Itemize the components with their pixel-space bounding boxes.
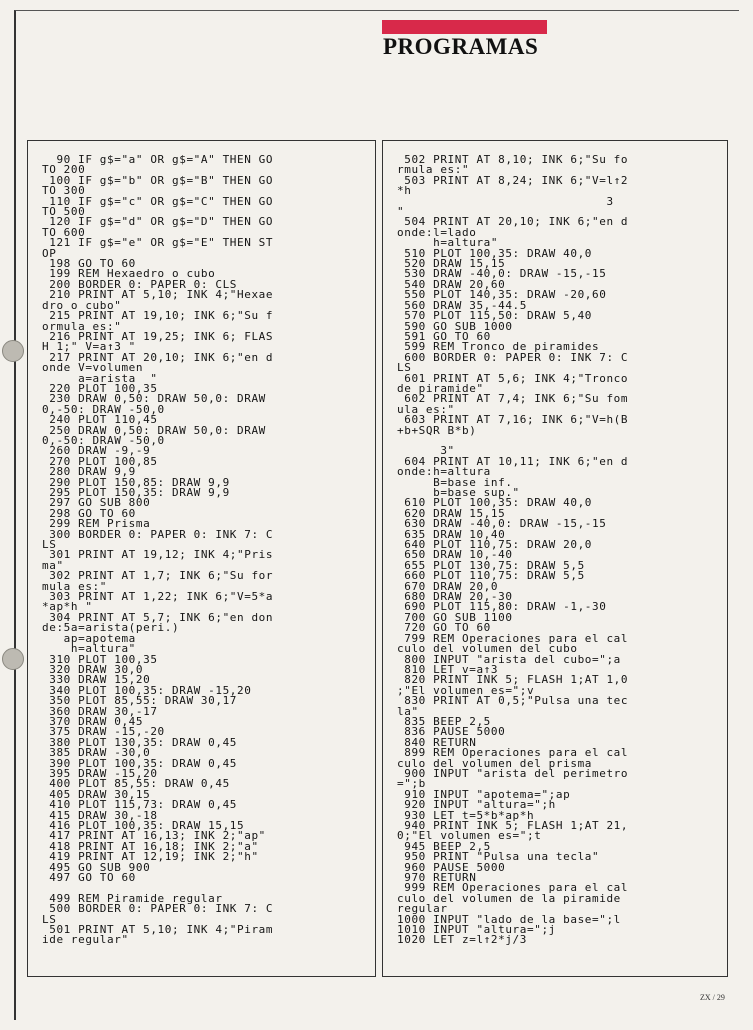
program-listing-right bbox=[382, 140, 728, 977]
code-line: 297 GO SUB 800 bbox=[42, 496, 151, 510]
code-line: onde:l=lado bbox=[397, 225, 477, 239]
code-line: ma" bbox=[42, 558, 64, 572]
code-line: h=altura" bbox=[397, 236, 499, 250]
code-line: 270 PLOT 100,85 bbox=[42, 454, 158, 468]
code-line: 899 REM Operaciones para el cal bbox=[397, 746, 629, 760]
code-line: 0,-50: DRAW -50,0 bbox=[42, 402, 165, 416]
code-line: " bbox=[397, 205, 405, 219]
code-line: 0;"El volumen es=";t bbox=[397, 829, 542, 843]
code-line: ula es:" bbox=[397, 402, 455, 416]
code-line: 970 RETURN bbox=[397, 871, 477, 885]
code-line: 416 PLOT 100,35: DRAW 15,15 bbox=[42, 819, 245, 832]
code-line: 960 PAUSE 5000 bbox=[397, 860, 506, 874]
code-line: 302 PRINT AT 1,7; INK 6;"Su for bbox=[42, 569, 274, 583]
section-title: PROGRAMAS bbox=[383, 34, 539, 59]
code-line: 260 DRAW -9,-9 bbox=[42, 444, 151, 458]
code-line: TO 300 bbox=[42, 184, 86, 198]
code-line: 300 BORDER 0: PAPER 0: INK 7: C bbox=[42, 527, 274, 541]
code-line: 930 LET t=5*b*ap*h bbox=[397, 808, 535, 822]
code-line: TO 600 bbox=[42, 225, 86, 239]
code-line: de piramide" bbox=[397, 381, 484, 395]
code-line: 835 BEEP 2,5 bbox=[397, 714, 491, 728]
code-line: 600 BORDER 0: PAPER 0: INK 7: C bbox=[397, 350, 629, 364]
code-line: ;"El volumen es=";v bbox=[397, 683, 535, 697]
code-line: 350 PLOT 85,55: DRAW 30,17 bbox=[42, 694, 238, 708]
code-line: 1000 INPUT "lado de la base=";l bbox=[397, 912, 621, 926]
code-line: 1010 INPUT "altura=";j bbox=[397, 923, 556, 937]
code-line: 215 PRINT AT 19,10; INK 6;"Su f bbox=[42, 309, 274, 323]
section-color-bar bbox=[382, 20, 547, 34]
code-line: 310 PLOT 100,35 bbox=[42, 652, 158, 666]
code-line: 320 DRAW 30,0 bbox=[42, 662, 144, 676]
code-line: TO 500 bbox=[42, 205, 86, 219]
code-line: 635 DRAW 10,40 bbox=[397, 527, 506, 541]
code-line: 500 BORDER 0: PAPER 0: INK 7: C bbox=[42, 902, 274, 916]
code-line: 301 PRINT AT 19,12; INK 4;"Pris bbox=[42, 548, 274, 562]
code-line: H 1;" V=a↑3 " bbox=[42, 340, 136, 354]
code-line: 601 PRINT AT 5,6; INK 4;"Tronco bbox=[397, 371, 629, 385]
code-line: 290 PLOT 150,85: DRAW 9,9 bbox=[42, 475, 230, 489]
code-line: LS bbox=[42, 538, 57, 552]
code-line: 1020 LET z=l↑2*j/3 bbox=[397, 933, 528, 947]
code-line: 830 PRINT AT 0,5;"Pulsa una tec bbox=[397, 694, 629, 708]
code-line: *ap*h " bbox=[42, 600, 93, 614]
code-line: 90 IF g$="a" OR g$="A" THEN GO bbox=[42, 153, 274, 166]
code-line: 502 PRINT AT 8,10; INK 6;"Su fo bbox=[397, 153, 629, 166]
code-line: 340 PLOT 100,35: DRAW -15,20 bbox=[42, 683, 252, 697]
code-line: mula es:" bbox=[42, 579, 108, 593]
code-line: 280 DRAW 9,9 bbox=[42, 465, 136, 479]
code-line: LS bbox=[397, 361, 412, 375]
code-line: 650 DRAW 10,-40 bbox=[397, 548, 513, 562]
code-line: 520 DRAW 15,15 bbox=[397, 257, 506, 271]
code-line: ide regular" bbox=[42, 933, 129, 947]
code-line: 603 PRINT AT 7,16; INK 6;"V=h(B bbox=[397, 413, 629, 427]
code-line: 540 DRAW 20,60 bbox=[397, 277, 506, 291]
code-line: OP bbox=[42, 246, 57, 260]
code-line: 220 PLOT 100,35 bbox=[42, 381, 158, 395]
code-line: 380 PLOT 130,35: DRAW 0,45 bbox=[42, 735, 238, 749]
code-line: 295 PLOT 150,35: DRAW 9,9 bbox=[42, 486, 230, 499]
code-line: 250 DRAW 0,50: DRAW 50,0: DRAW bbox=[42, 423, 266, 437]
code-line: 640 PLOT 110,75: DRAW 20,0 bbox=[397, 538, 593, 552]
code-line: rmula es:" bbox=[397, 163, 470, 177]
code-line: 200 BORDER 0: PAPER 0: CLS bbox=[42, 277, 238, 291]
code-line: 199 REM Hexaedro o cubo bbox=[42, 267, 216, 281]
code-line: 395 DRAW -15,20 bbox=[42, 766, 158, 780]
code-line: 720 GO TO 60 bbox=[397, 621, 491, 635]
code-line: 120 IF g$="d" OR g$="D" THEN GO bbox=[42, 215, 274, 229]
code-line: 503 PRINT AT 8,24; INK 6;"V=l↑2 bbox=[397, 173, 629, 187]
code-line: 217 PRINT AT 20,10; INK 6;"en d bbox=[42, 350, 274, 364]
code-line: 910 INPUT "apotema=";ap bbox=[397, 787, 571, 801]
code-line: 570 PLOT 115,50: DRAW 5,40 bbox=[397, 309, 593, 323]
code-line: 390 PLOT 100,35: DRAW 0,45 bbox=[42, 756, 238, 770]
code-line: 680 DRAW 20,-30 bbox=[397, 590, 513, 604]
code-line: 900 INPUT "arista del perimetro bbox=[397, 766, 629, 780]
code-line: 599 REM Tronco de piramides bbox=[397, 340, 600, 354]
code-line: =";b bbox=[397, 777, 426, 791]
code-line: 820 PRINT INK 5; FLASH 1;AT 1,0 bbox=[397, 673, 629, 687]
code-line: 370 DRAW 0,45 bbox=[42, 714, 144, 728]
code-line: 410 PLOT 115,73: DRAW 0,45 bbox=[42, 798, 238, 812]
code-line: 419 PRINT AT 12,19; INK 2;"h" bbox=[42, 850, 259, 864]
code-line: culo del volumen del cubo bbox=[397, 642, 578, 656]
code-line: 495 GO SUB 900 bbox=[42, 860, 151, 874]
code-line: 950 PRINT "Pulsa una tecla" bbox=[397, 850, 600, 864]
code-line: 604 PRINT AT 10,11; INK 6;"en d bbox=[397, 454, 629, 468]
code-line: 620 DRAW 15,15 bbox=[397, 506, 506, 520]
page-number: ZX / 29 bbox=[700, 993, 725, 1002]
listing-lines-right bbox=[397, 155, 717, 946]
code-line: ap=apotema bbox=[42, 631, 136, 645]
code-line: 0,-50: DRAW -50,0 bbox=[42, 433, 165, 447]
code-line: 550 PLOT 140,35: DRAW -20,60 bbox=[397, 288, 607, 302]
code-line: 591 GO TO 60 bbox=[397, 329, 491, 343]
code-line: 510 PLOT 100,35: DRAW 40,0 bbox=[397, 246, 593, 260]
code-line: 121 IF g$="e" OR g$="E" THEN ST bbox=[42, 236, 274, 250]
code-line: 836 PAUSE 5000 bbox=[397, 725, 506, 739]
code-line: 3" bbox=[397, 444, 455, 458]
code-line: de:5a=arista(peri.) bbox=[42, 621, 180, 635]
code-line: 945 BEEP 2,5 bbox=[397, 839, 491, 853]
code-line: 216 PRINT AT 19,25; INK 6; FLAS bbox=[42, 329, 274, 343]
code-line: 530 DRAW -40,0: DRAW -15,-15 bbox=[397, 267, 607, 281]
listing-lines-left bbox=[42, 155, 365, 946]
code-line: 385 DRAW -30,0 bbox=[42, 746, 151, 760]
code-line: 330 DRAW 15,20 bbox=[42, 673, 151, 687]
code-line: 415 DRAW 30,-18 bbox=[42, 808, 158, 822]
code-line: 100 IF g$="b" OR g$="B" THEN GO bbox=[42, 173, 274, 187]
code-line: 999 REM Operaciones para el cal bbox=[397, 881, 629, 895]
code-line: 610 PLOT 100,35: DRAW 40,0 bbox=[397, 496, 593, 510]
code-line: 630 DRAW -40,0: DRAW -15,-15 bbox=[397, 517, 607, 531]
code-line: 504 PRINT AT 20,10; INK 6;"en d bbox=[397, 215, 629, 229]
code-line: 298 GO TO 60 bbox=[42, 506, 136, 520]
code-line: regular bbox=[397, 902, 448, 916]
code-line: +b+SQR B*b) bbox=[397, 423, 477, 437]
code-line: 602 PRINT AT 7,4; INK 6;"Su fom bbox=[397, 392, 629, 406]
binder-hole-bottom bbox=[2, 648, 24, 670]
code-line: onde V=volumen bbox=[42, 361, 144, 375]
code-line: *h bbox=[397, 184, 412, 198]
code-line: 499 REM Piramide regular bbox=[42, 891, 223, 905]
code-line: LS bbox=[42, 912, 57, 926]
code-line: 670 DRAW 20,0 bbox=[397, 579, 499, 593]
code-line: culo del volumen del prisma bbox=[397, 756, 593, 770]
code-line: h=altura" bbox=[42, 642, 136, 656]
binder-hole-top bbox=[2, 340, 24, 362]
code-line: ormula es:" bbox=[42, 319, 122, 333]
code-line: 700 GO SUB 1100 bbox=[397, 610, 513, 624]
code-line: 360 DRAW 30,-17 bbox=[42, 704, 158, 718]
code-line: a=arista " bbox=[42, 371, 158, 385]
code-line: 655 PLOT 130,75: DRAW 5,5 bbox=[397, 558, 585, 572]
code-line: 590 GO SUB 1000 bbox=[397, 319, 513, 333]
code-line: 940 PRINT INK 5; FLASH 1;AT 21, bbox=[397, 819, 629, 832]
code-line: 400 PLOT 85,55: DRAW 0,45 bbox=[42, 777, 230, 791]
code-line: 230 DRAW 0,50: DRAW 50,0: DRAW bbox=[42, 392, 266, 406]
code-line: 210 PRINT AT 5,10; INK 4;"Hexae bbox=[42, 288, 274, 302]
code-line: onde:h=altura bbox=[397, 465, 491, 479]
code-line: b=base sup." bbox=[397, 486, 520, 499]
code-line: 810 LET v=a↑3 bbox=[397, 662, 499, 676]
code-line: 690 PLOT 115,80: DRAW -1,-30 bbox=[397, 600, 607, 614]
code-line: 405 DRAW 30,15 bbox=[42, 787, 151, 801]
code-line: 110 IF g$="c" OR g$="C" THEN GO bbox=[42, 194, 274, 208]
code-line: dro o cubo" bbox=[42, 298, 122, 312]
code-line: 497 GO TO 60 bbox=[42, 871, 136, 885]
code-line: 240 PLOT 110,45 bbox=[42, 413, 158, 427]
code-line: 840 RETURN bbox=[397, 735, 477, 749]
code-line: 800 INPUT "arista del cubo=";a bbox=[397, 652, 621, 666]
code-line: 3 bbox=[397, 194, 614, 208]
code-line: 303 PRINT AT 1,22; INK 6;"V=5*a bbox=[42, 590, 274, 604]
code-line: 304 PRINT AT 5,7; INK 6;"en don bbox=[42, 610, 274, 624]
code-line: la" bbox=[397, 704, 419, 718]
code-line: 418 PRINT AT 16,18; INK 2;"a" bbox=[42, 839, 259, 853]
code-line: TO 200 bbox=[42, 163, 86, 177]
code-line: culo del volumen de la piramide bbox=[397, 891, 621, 905]
code-line: B=base inf. bbox=[397, 475, 513, 489]
program-listing-left bbox=[27, 140, 376, 977]
code-line: 299 REM Prisma bbox=[42, 517, 151, 531]
code-line: 560 DRAW 35,-44.5 bbox=[397, 298, 528, 312]
code-line: 660 PLOT 110,75: DRAW 5,5 bbox=[397, 569, 585, 583]
code-line: 375 DRAW -15,-20 bbox=[42, 725, 165, 739]
code-line: 920 INPUT "altura=";h bbox=[397, 798, 556, 812]
code-line: 799 REM Operaciones para el cal bbox=[397, 631, 629, 645]
code-line: 417 PRINT AT 16,13; INK 2;"ap" bbox=[42, 829, 266, 843]
code-line: 501 PRINT AT 5,10; INK 4;"Piram bbox=[42, 923, 274, 937]
code-line: 198 GO TO 60 bbox=[42, 257, 136, 271]
